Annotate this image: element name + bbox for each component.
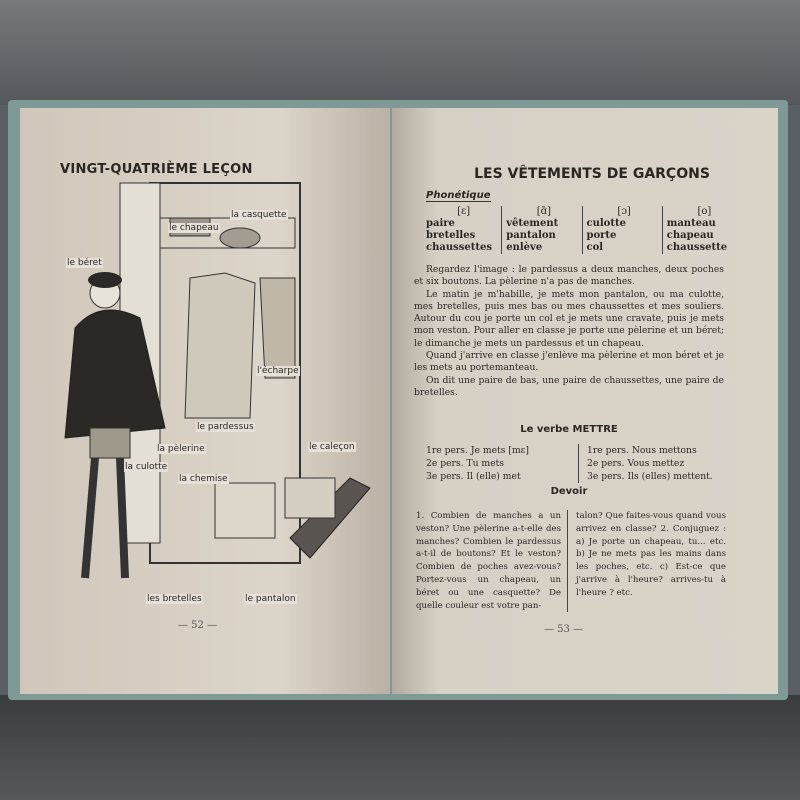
phonetic-column bbox=[502, 206, 582, 254]
clothing-illustration bbox=[50, 178, 380, 618]
label-chemise: la chemise bbox=[179, 474, 228, 484]
phonetic-word: vêtement bbox=[506, 218, 559, 229]
conjugation-plural bbox=[578, 444, 713, 483]
paragraph: Quand j'arrive en classe j'enlève ma pèlerine et mon béret et je les mets au portemanteau. bbox=[414, 350, 724, 374]
phonetic-word: porte bbox=[586, 230, 617, 241]
phonetic-word: manteau bbox=[666, 218, 716, 229]
paragraph: Le matin je m'habille, je mets mon pantalon, ou ma culotte, mes bretelles, puis mes bas ou mes chaussettes et mes souliers. Autour du cou je porte un col et je mets une cravate, puis je mets mon veston. Pour aller en classe je porte une pèlerine et un béret; le dimanche je mets un pardessus et un chapeau. bbox=[414, 288, 724, 349]
conjugation-line: 3e pers. Ils (elles) mettent. bbox=[587, 471, 713, 482]
right-page bbox=[392, 108, 778, 694]
phonetic-symbol: [ɛ] bbox=[457, 206, 471, 217]
page-number-left: — 52 — bbox=[178, 620, 218, 631]
exercise-column-right: talon? Que faites-vous quand vous arrivez en classe? 2. Conjuguez : a) Je porte un chapeau, tu... etc. b) Je ne mets pas les mains dans les poches, etc. c) Est-ce que j'arrive à l'heure? arrives-tu à l'heure ? etc. bbox=[576, 511, 726, 598]
conjugation-line: 1re pers. Nous mettons bbox=[587, 445, 697, 456]
devoir-heading: Devoir bbox=[550, 486, 588, 497]
label-pardessus: le pardessus bbox=[197, 422, 254, 432]
label-calecon: le caleçon bbox=[309, 442, 355, 452]
exercise-column-left: 1. Combien de manches a un veston? Une pèlerine a-t-elle des manches? Combien le pardessus a-t-il de boutons? Et le veston? Combien de poches avez-vous? Portez-vous un chapeau, un béret ou une casquette? De quelle couleur est votre pan- bbox=[416, 510, 568, 612]
phonetic-word: chaussette bbox=[666, 242, 728, 253]
paragraph: Regardez l'image : le pardessus a deux manches, deux poches et six boutons. La pèlerine n'a pas de manches. bbox=[414, 264, 724, 288]
page-title: LES VÊTEMENTS DE GARÇONS bbox=[474, 166, 710, 182]
phonetic-column bbox=[422, 206, 502, 254]
label-echarpe: l'écharpe bbox=[257, 366, 299, 376]
page-number-right: — 53 — bbox=[544, 624, 584, 635]
conjugation-line: 1re pers. Je mets [mɛ] bbox=[426, 445, 530, 456]
label-beret: le béret bbox=[67, 258, 102, 268]
phonetics-table bbox=[422, 206, 742, 254]
phonetics-label: Phonétique bbox=[426, 190, 491, 201]
label-bretelles: les bretelles bbox=[147, 594, 202, 604]
phonetic-word: chapeau bbox=[666, 230, 714, 241]
conjugation-line: 2e pers. Tu mets bbox=[426, 458, 504, 469]
phonetic-column bbox=[663, 206, 742, 254]
label-chapeau: le chapeau bbox=[169, 223, 219, 233]
label-culotte: la culotte bbox=[125, 462, 168, 472]
phonetic-symbol: [ɔ] bbox=[617, 206, 631, 217]
phonetic-word: culotte bbox=[586, 218, 626, 229]
conjugation-line: 3e pers. Il (elle) met bbox=[426, 471, 521, 482]
phonetic-word: bretelles bbox=[426, 230, 476, 241]
background-bottom bbox=[0, 695, 800, 800]
label-pantalon: le pantalon bbox=[245, 594, 296, 604]
phonetic-word: paire bbox=[426, 218, 455, 229]
left-page bbox=[20, 108, 390, 694]
conjugation-singular bbox=[426, 444, 529, 483]
phonetic-word: col bbox=[586, 242, 604, 253]
phonetic-word: pantalon bbox=[506, 230, 556, 241]
phonetic-symbol: [o] bbox=[697, 206, 712, 217]
background-top bbox=[0, 0, 800, 105]
phonetic-symbol: [ɑ̃] bbox=[536, 206, 551, 217]
label-pelerine: la pèlerine bbox=[157, 444, 205, 454]
lesson-heading: VINGT-QUATRIÈME LEÇON bbox=[60, 162, 253, 177]
verb-heading: Le verbe METTRE bbox=[520, 424, 618, 435]
phonetic-word: chaussettes bbox=[426, 242, 492, 253]
phonetic-word: enlève bbox=[506, 242, 543, 253]
phonetic-column bbox=[583, 206, 663, 254]
paragraph: On dit une paire de bas, une paire de chaussettes, une paire de bretelles. bbox=[414, 374, 724, 398]
label-casquette: la casquette bbox=[231, 210, 287, 220]
conjugation-line: 2e pers. Vous mettez bbox=[587, 458, 685, 469]
lesson-text bbox=[414, 264, 724, 399]
